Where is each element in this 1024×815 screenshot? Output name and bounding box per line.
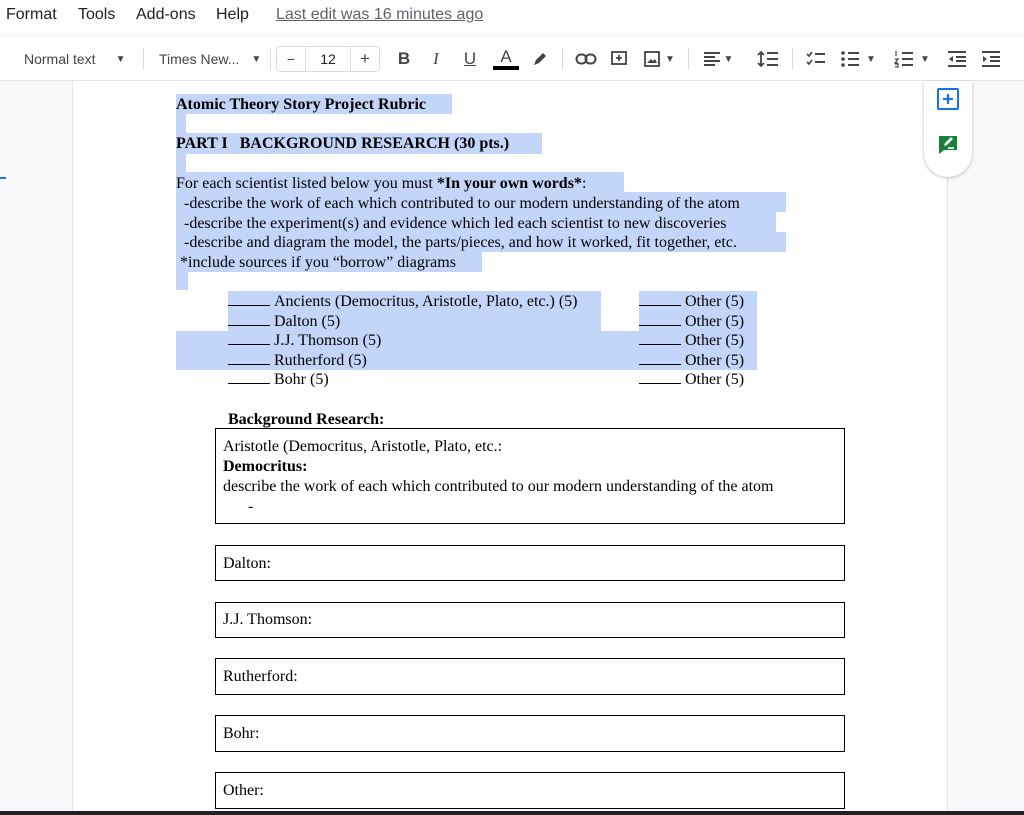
rubric-item-label: Other (5) bbox=[685, 332, 745, 349]
selection-highlight bbox=[176, 154, 186, 172]
text-color-button[interactable] bbox=[492, 46, 520, 72]
add-comment-button[interactable] bbox=[936, 87, 960, 111]
image-icon bbox=[643, 50, 661, 68]
bottom-edge bbox=[0, 811, 1024, 815]
score-blank[interactable] bbox=[228, 351, 270, 365]
underline-button[interactable]: U bbox=[463, 49, 477, 68]
checklist-button[interactable] bbox=[802, 46, 830, 72]
box-label: Other: bbox=[223, 782, 264, 799]
score-blank[interactable] bbox=[228, 370, 270, 384]
link-icon bbox=[575, 52, 597, 66]
rubric-item bbox=[639, 351, 744, 370]
decrease-font-size-button[interactable]: − bbox=[276, 46, 306, 72]
score-blank[interactable] bbox=[228, 292, 270, 306]
rubric-item bbox=[639, 292, 744, 311]
suggest-edit-icon bbox=[936, 133, 960, 157]
score-blank[interactable] bbox=[228, 312, 270, 326]
italic-button[interactable]: I bbox=[433, 49, 439, 68]
intro-line bbox=[176, 174, 586, 193]
menu-bar bbox=[0, 0, 1024, 32]
score-blank[interactable] bbox=[639, 292, 681, 306]
intro-bold: *In your own words* bbox=[436, 175, 582, 192]
rubric-item-label: Bohr (5) bbox=[274, 371, 329, 388]
box-line: Democritus: bbox=[223, 458, 308, 475]
chevron-down-icon: ▼ bbox=[920, 53, 930, 65]
box-line: describe the work of each which contributed to our modern understanding of the atom bbox=[223, 478, 774, 495]
font-size-input[interactable]: 12 bbox=[305, 46, 351, 72]
highlighter-icon bbox=[531, 50, 549, 68]
rubric-item-label: Other (5) bbox=[685, 371, 745, 388]
research-box-thomson[interactable] bbox=[215, 602, 845, 638]
rubric-item bbox=[639, 370, 744, 389]
numbered-list-button[interactable] bbox=[890, 46, 934, 72]
research-box-bohr[interactable] bbox=[215, 715, 845, 752]
add-comment-icon bbox=[936, 87, 960, 111]
box-line: - bbox=[248, 498, 254, 515]
research-box-ancients[interactable] bbox=[215, 428, 845, 524]
instruction-bullet: -describe the experiment(s) and evidence which led each scientist to new discoveries bbox=[184, 215, 727, 232]
font-value: Times New... bbox=[159, 51, 240, 67]
bulleted-list-button[interactable] bbox=[836, 46, 880, 72]
increase-indent-button[interactable] bbox=[978, 46, 1004, 72]
menu-tools[interactable]: Tools bbox=[78, 6, 116, 23]
toolbar-divider bbox=[792, 48, 793, 70]
intro-prefix: For each scientist listed below you must bbox=[176, 175, 437, 192]
indent-icon bbox=[981, 50, 1001, 68]
ruler-indicator bbox=[0, 177, 6, 179]
menu-add-ons[interactable]: Add-ons bbox=[136, 6, 196, 23]
score-blank[interactable] bbox=[639, 331, 681, 345]
insert-image-button[interactable] bbox=[640, 46, 678, 72]
intro-suffix: : bbox=[581, 175, 587, 192]
selection-highlight bbox=[176, 114, 186, 134]
research-box-other[interactable] bbox=[215, 772, 845, 809]
chevron-down-icon: ▼ bbox=[251, 53, 262, 65]
score-blank[interactable] bbox=[639, 370, 681, 384]
highlight-color-button[interactable] bbox=[528, 46, 552, 72]
last-edit-link[interactable]: Last edit was 16 minutes ago bbox=[276, 6, 484, 23]
style-dropdown[interactable] bbox=[16, 46, 134, 72]
comment-add-icon bbox=[610, 50, 628, 68]
rubric-item-label: Other (5) bbox=[685, 293, 745, 310]
numbered-list-icon bbox=[894, 50, 914, 68]
chevron-down-icon: ▼ bbox=[115, 53, 126, 65]
rubric-item-label: J.J. Thomson (5) bbox=[274, 332, 382, 349]
box-label: Dalton: bbox=[223, 555, 271, 572]
box-label: Rutherford: bbox=[223, 668, 298, 685]
rubric-item bbox=[228, 312, 340, 331]
rubric-item-label: Rutherford (5) bbox=[274, 352, 367, 369]
rubric-item bbox=[228, 292, 577, 311]
decrease-indent-button[interactable] bbox=[944, 46, 970, 72]
document-page[interactable] bbox=[72, 81, 948, 815]
chevron-down-icon: ▼ bbox=[665, 53, 675, 65]
part-heading: PART I BACKGROUND RESEARCH (30 pts.) bbox=[176, 135, 510, 152]
font-dropdown[interactable] bbox=[152, 46, 268, 72]
box-line: Aristotle (Democritus, Aristotle, Plato, etc.: bbox=[223, 438, 503, 455]
instruction-bullet: -describe and diagram the model, the parts/pieces, and how it worked, fit together, etc. bbox=[184, 234, 737, 251]
text-color-swatch bbox=[493, 66, 519, 70]
align-button[interactable] bbox=[698, 46, 738, 72]
document-canvas[interactable] bbox=[0, 81, 1024, 815]
toolbar bbox=[0, 38, 1024, 81]
rubric-item bbox=[639, 331, 744, 350]
rubric-item bbox=[228, 331, 381, 350]
background-research-heading: Background Research: bbox=[228, 411, 385, 428]
rubric-item bbox=[228, 351, 367, 370]
toolbar-divider bbox=[143, 48, 144, 70]
toolbar-divider bbox=[270, 48, 271, 70]
outdent-icon bbox=[947, 50, 967, 68]
selection-highlight bbox=[176, 272, 188, 290]
rubric-item bbox=[228, 370, 329, 389]
box-label: Bohr: bbox=[223, 725, 260, 742]
box-label: J.J. Thomson: bbox=[223, 611, 313, 628]
rubric-item-label: Dalton (5) bbox=[274, 313, 341, 330]
research-box-rutherford[interactable] bbox=[215, 658, 845, 695]
research-box-dalton[interactable] bbox=[215, 545, 845, 581]
chevron-down-icon: ▼ bbox=[723, 53, 734, 65]
style-value: Normal text bbox=[24, 51, 96, 67]
selection-highlight bbox=[176, 331, 228, 370]
checklist-icon bbox=[806, 50, 826, 68]
score-blank[interactable] bbox=[639, 312, 681, 326]
score-blank[interactable] bbox=[228, 331, 270, 345]
rubric-item bbox=[639, 312, 744, 331]
instruction-bullet: -describe the work of each which contributed to our modern understanding of the atom bbox=[184, 195, 740, 212]
document-title: Atomic Theory Story Project Rubric bbox=[176, 96, 427, 113]
chevron-down-icon: ▼ bbox=[866, 53, 876, 65]
sources-note: *include sources if you “borrow” diagrams bbox=[180, 254, 456, 271]
menu-format[interactable]: Format bbox=[6, 6, 57, 23]
add-comment-toolbar-button[interactable] bbox=[606, 46, 632, 72]
rubric-item-label: Other (5) bbox=[685, 313, 745, 330]
menu-help[interactable]: Help bbox=[216, 6, 249, 23]
increase-font-size-button[interactable]: + bbox=[350, 46, 380, 72]
toolbar-divider bbox=[688, 48, 689, 70]
toolbar-divider bbox=[562, 48, 563, 70]
text-color-letter: A bbox=[500, 47, 512, 66]
side-actions-panel bbox=[924, 81, 972, 177]
rubric-item-label: Other (5) bbox=[685, 352, 745, 369]
insert-link-button[interactable] bbox=[572, 46, 600, 72]
score-blank[interactable] bbox=[639, 351, 681, 365]
line-spacing-button[interactable] bbox=[754, 46, 782, 72]
selection-highlight bbox=[601, 331, 639, 370]
suggest-edits-button[interactable] bbox=[936, 133, 960, 157]
bold-button[interactable]: B bbox=[397, 49, 411, 68]
line-spacing-icon bbox=[757, 50, 779, 68]
rubric-item-label: Ancients (Democritus, Aristotle, Plato, etc.) (5) bbox=[274, 293, 578, 310]
align-left-icon bbox=[703, 51, 721, 67]
bulleted-list-icon bbox=[840, 50, 860, 68]
